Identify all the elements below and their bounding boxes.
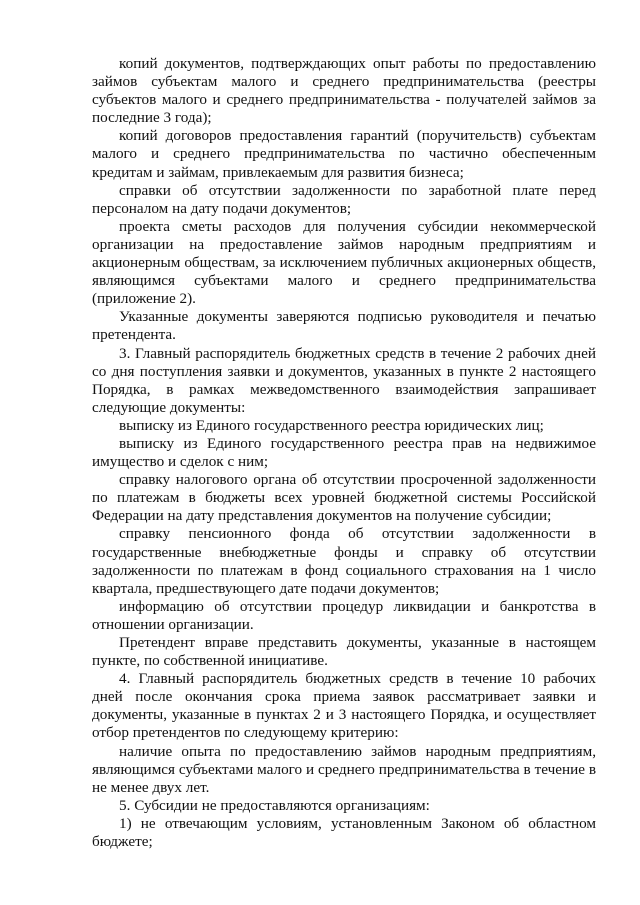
paragraph-13: 4. Главный распорядитель бюджетных средств в течение 10 рабочих дней после окончания срока приема заявок рассматривает заявки и документы, указанные в пунктах 2 и 3 настоящего Порядка, и осуществляет отбор претендентов по следующему критерию: (92, 670, 596, 742)
paragraph-14: наличие опыта по предоставлению займов народным предприятиям, являющимся субъектами малого и среднего предпринимательства в течение в не менее двух лет. (92, 742, 596, 796)
paragraph-16: 1) не отвечающим условиям, установленным Законом об областном бюджете; (92, 814, 596, 851)
paragraph-10: справку пенсионного фонда об отсутствии задолженности в государственные внебюджетные фонды и справку об отсутствии задолженности по платежам в фонд социального страхования на 1 число квартала, предшествующего дате подачи документов; (92, 525, 596, 597)
paragraph-7: выписку из Единого государственного реестра юридических лиц; (119, 416, 544, 434)
document-page (92, 55, 596, 851)
paragraph-4: проекта сметы расходов для получения субсидии некоммерческой организации на предоставление займов народным предприятиям и акционерным обществам, за исключением публичных акционерных обществ, являющимся субъектами малого и среднего предпринимательства (приложение 2). (92, 217, 596, 308)
paragraph-3: справки об отсутствии задолженности по заработной плате перед персоналом на дату подачи документов; (92, 181, 596, 217)
paragraph-9: справку налогового органа об отсутствии просроченной задолженности по платежам в бюджеты всех уровней бюджетной системы Российской Федерации на дату представления документов на получение субсидии; (92, 471, 596, 525)
paragraph-5: Указанные документы заверяются подписью руководителя и печатью претендента. (92, 308, 596, 344)
paragraph-15: 5. Субсидии не предоставляются организациям: (119, 796, 430, 814)
paragraph-12: Претендент вправе представить документы, указанные в настоящем пункте, по собственной инициативе. (92, 634, 596, 670)
paragraph-6: 3. Главный распорядитель бюджетных средств в течение 2 рабочих дней со дня поступления заявки и документов, указанных в пункте 2 настоящего Порядка, в рамках межведомственного взаимодействия запрашивает следующие документы: (92, 344, 596, 416)
paragraph-2: копий договоров предоставления гарантий (поручительств) субъектам малого и среднего предпринимательства по частично обеспеченным кредитам и займам, привлекаемым для развития бизнеса; (92, 127, 596, 181)
paragraph-1: копий документов, подтверждающих опыт работы по предоставлению займов субъектам малого и среднего предпринимательства (реестры субъектов малого и среднего предпринимательства - получателей займов за последние 3 года); (92, 55, 596, 127)
paragraph-8: выписку из Единого государственного реестра прав на недвижимое имущество и сделок с ним; (92, 434, 596, 471)
paragraph-11: информацию об отсутствии процедур ликвидации и банкротства в отношении организации. (92, 597, 596, 633)
